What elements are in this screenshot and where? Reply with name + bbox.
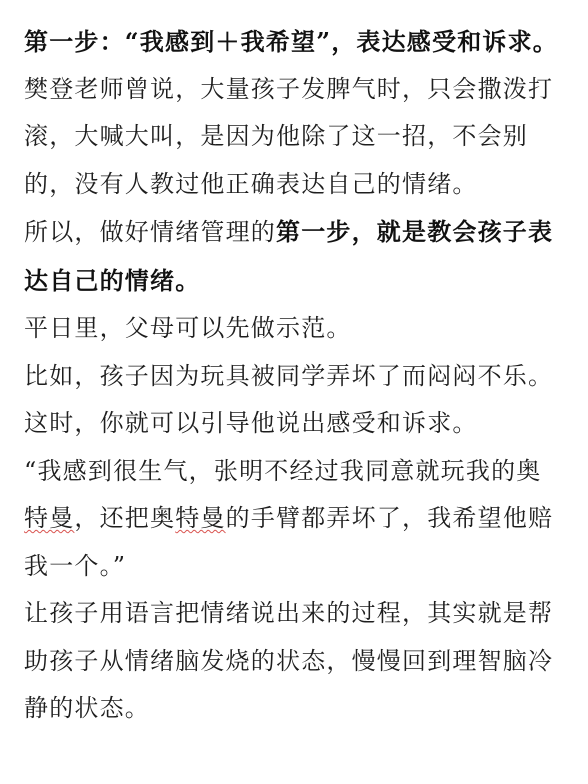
step-heading: 第一步：“我感到＋我希望”，表达感受和诉求。 (24, 27, 559, 56)
paragraph-first-step (24, 208, 564, 305)
paragraph-fan-deng-quote: 樊登老师曾说，大量孩子发脾气时，只会撒泼打滚，大喊大叫，是因为他除了这一招，不会别的，没有人教过他正确表达自己的情绪。 (24, 74, 554, 198)
paragraph-child-quote (24, 448, 564, 591)
first-step-emphasis: 第一步，就是教会孩子表达自己的情绪。 (24, 217, 554, 295)
quote-segment-1: “我感到很生气，张明不经过我同意就玩我的奥 (24, 456, 542, 485)
article-body (24, 18, 564, 733)
paragraph-conclusion: 让孩子用语言把情绪说出来的过程，其实就是帮助孩子从情绪脑发烧的状态，慢慢回到理智脑冷静的状态。 (24, 599, 554, 722)
first-step-lead-text: 所以，做好情绪管理的 (24, 218, 276, 246)
spellcheck-flagged-word: 特曼 (24, 504, 75, 532)
spellcheck-flagged-word: 特曼 (175, 504, 226, 532)
quote-segment-3: 的手臂都弄坏了，我希望他赔我一个。” (24, 504, 554, 580)
quote-segment-2: ，还把奥 (74, 504, 176, 532)
paragraph-parents-demo: 平日里，父母可以先做示范。 (24, 314, 352, 342)
paragraph-example: 比如，孩子因为玩具被同学弄坏了而闷闷不乐。这时，你就可以引导他说出感受和诉求。 (24, 361, 554, 437)
